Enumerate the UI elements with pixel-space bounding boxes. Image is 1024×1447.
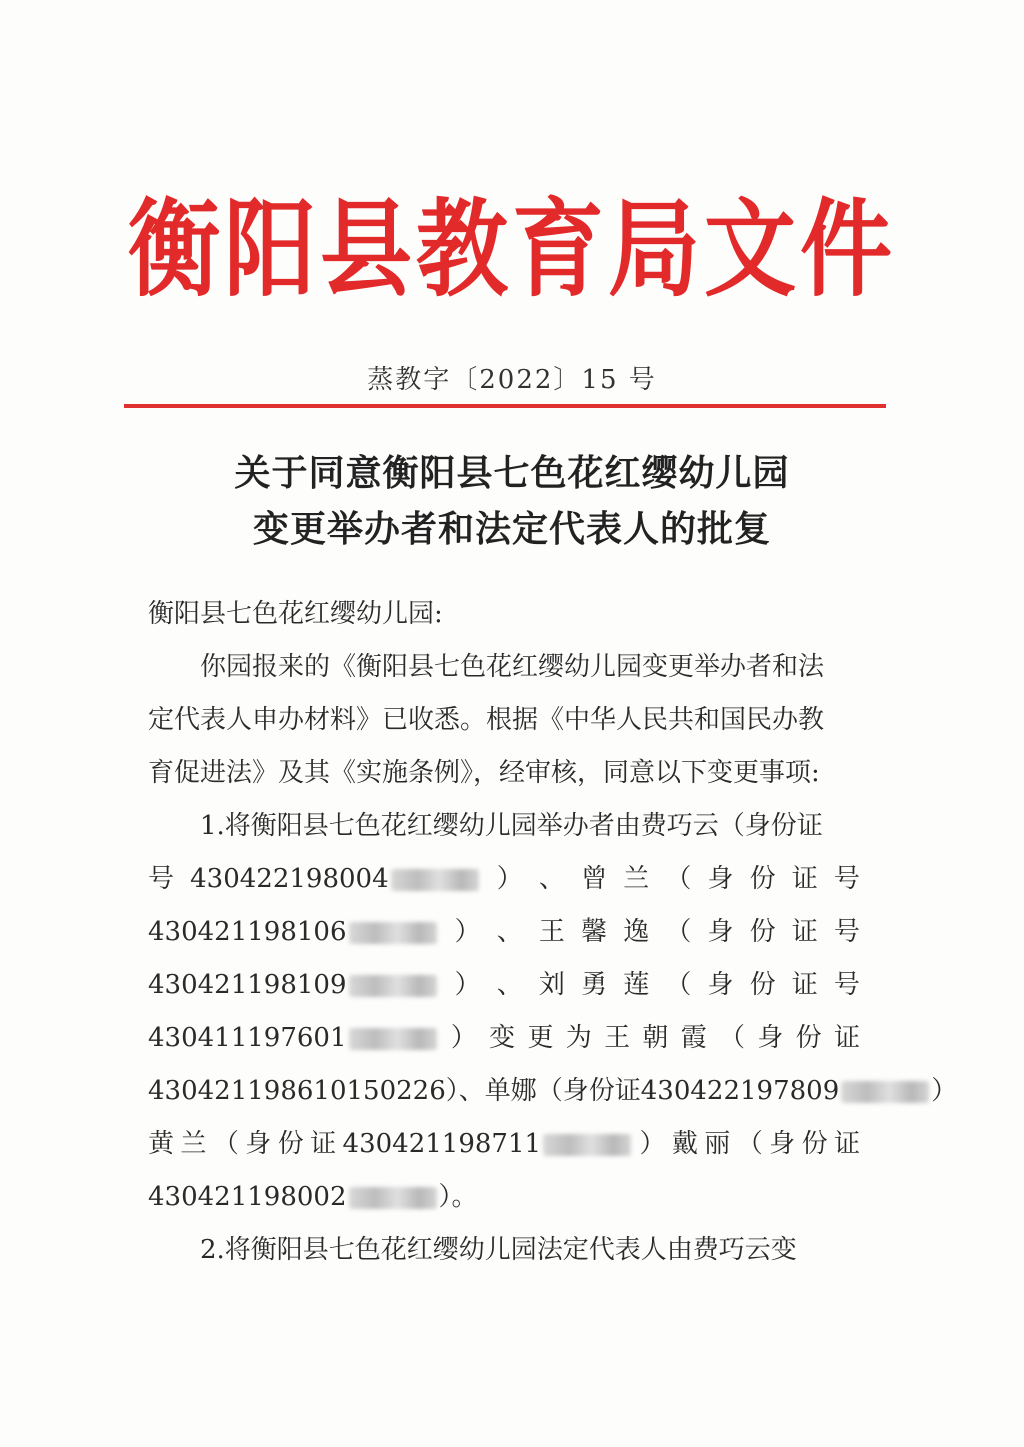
id-number-fragment: [148, 1012, 439, 1065]
red-divider-line: [124, 404, 886, 408]
text-token: 兰: [180, 1129, 207, 1159]
text-token: 证: [791, 917, 818, 947]
text-token: 份: [801, 1129, 828, 1159]
text-token: 身: [707, 917, 734, 947]
letterhead-title: 衡阳县教育局文件: [127, 188, 896, 312]
text-token: 份: [795, 1023, 822, 1053]
text-token: 份: [749, 864, 776, 894]
item-1-line-3: [148, 906, 860, 959]
text-token: 430421198610150226）、单娜（身份证: [148, 1076, 641, 1106]
text-token: 霞: [680, 1023, 707, 1053]
text-token: 王: [604, 1023, 631, 1053]
text-token: 身: [757, 1023, 784, 1053]
text-token: 证: [833, 1129, 860, 1159]
text-token: 馨: [581, 917, 608, 947]
text-token: 朝: [642, 1023, 669, 1053]
text-token: （: [736, 1129, 763, 1159]
item-1-line-5: [148, 1012, 860, 1065]
text-token: （: [665, 864, 692, 894]
redacted-id-block: [349, 1028, 437, 1050]
text-token: 为: [565, 1023, 592, 1053]
text-token: （: [665, 917, 692, 947]
text-token: （: [665, 970, 692, 1000]
text-token: 莲: [623, 970, 650, 1000]
id-number-prefix: 430421198002: [148, 1182, 347, 1212]
text-token: （: [212, 1129, 239, 1159]
text-token: 黄: [148, 1129, 175, 1159]
item-1-line-8: [148, 1171, 860, 1224]
id-number-prefix: 430411197601: [148, 1023, 347, 1053]
text-token: 、: [538, 864, 565, 894]
text-token: 身: [769, 1129, 796, 1159]
paragraph-1-line-1: 你园报来的《衡阳县七色花红缨幼儿园变更举办者和法: [200, 652, 825, 682]
redacted-id-block: [349, 1187, 437, 1209]
id-number-prefix: 430421198711: [342, 1129, 542, 1159]
id-number-prefix: 430422197809: [640, 1076, 840, 1106]
text-token: 戴: [671, 1129, 698, 1159]
id-number-fragment: [343, 1118, 634, 1171]
salutation: 衡阳县七色花红缨幼儿园:: [148, 599, 443, 629]
item-1-line-6: [148, 1065, 958, 1118]
document-body: [148, 588, 958, 1277]
text-token: ）: [454, 917, 481, 947]
item-1-line-4: [148, 959, 860, 1012]
redacted-id-block: [391, 869, 479, 891]
id-number-fragment: [190, 853, 481, 906]
id-number-prefix: 430422198004: [190, 864, 389, 894]
text-token: ）: [931, 1076, 958, 1106]
text-token: 、: [496, 970, 523, 1000]
document-number: 蒸教字〔2022〕15 号: [367, 365, 657, 395]
document-title-line-1: 关于同意衡阳县七色花红缨幼儿园: [234, 453, 790, 494]
text-token: 号: [148, 864, 175, 894]
text-token: 号: [833, 864, 860, 894]
text-token: 身: [707, 864, 734, 894]
text-token: 证: [791, 970, 818, 1000]
text-token: 刘: [538, 970, 565, 1000]
text-token: 证: [310, 1129, 337, 1159]
redacted-id-block: [543, 1134, 631, 1156]
item-1-line-7: [148, 1118, 860, 1171]
item-1-line-2: [148, 853, 860, 906]
text-token: 、: [496, 917, 523, 947]
text-token: 份: [749, 917, 776, 947]
item-2-line-1: 2.将衡阳县七色花红缨幼儿园法定代表人由费巧云变: [200, 1235, 797, 1265]
text-token: 逸: [623, 917, 650, 947]
text-token: 证: [833, 1023, 860, 1053]
redacted-id-block: [349, 922, 437, 944]
id-number-prefix: 430421198106: [148, 917, 347, 947]
text-token: 号: [833, 917, 860, 947]
text-token: 身: [707, 970, 734, 1000]
text-token: 更: [527, 1023, 554, 1053]
text-token: 证: [791, 864, 818, 894]
document-title-line-2: 变更举办者和法定代表人的批复: [252, 509, 771, 550]
text-token: 份: [749, 970, 776, 1000]
text-token: 曾: [581, 864, 608, 894]
text-token: 号: [833, 970, 860, 1000]
text-token: 变: [489, 1023, 516, 1053]
id-number-fragment: [148, 959, 439, 1012]
redacted-id-block: [841, 1081, 929, 1103]
paragraph-1-line-2: 定代表人申办材料》已收悉。根据《中华人民共和国民办教: [148, 705, 825, 735]
text-token: 身: [245, 1129, 272, 1159]
id-number-fragment: [148, 906, 439, 959]
text-token: ）: [450, 1023, 477, 1053]
text-token: 王: [538, 917, 565, 947]
text-token: 份: [277, 1129, 304, 1159]
document-title: [0, 446, 1024, 558]
id-number-fragment: [641, 1065, 958, 1118]
item-1-line-1: 1.将衡阳县七色花红缨幼儿园举办者由费巧云（身份证: [200, 811, 823, 841]
paragraph-1-line-3: 育促进法》及其《实施条例》，经审核，同意以下变更事项:: [148, 758, 820, 788]
text-token: （: [719, 1023, 746, 1053]
redacted-id-block: [349, 975, 437, 997]
id-number-prefix: 430421198109: [148, 970, 347, 1000]
text-token: ）。: [438, 1182, 478, 1212]
text-token: ）: [639, 1129, 666, 1159]
text-token: ）: [454, 970, 481, 1000]
text-token: 勇: [581, 970, 608, 1000]
text-token: 兰: [623, 864, 650, 894]
text-token: ）: [496, 864, 523, 894]
text-token: 丽: [704, 1129, 731, 1159]
